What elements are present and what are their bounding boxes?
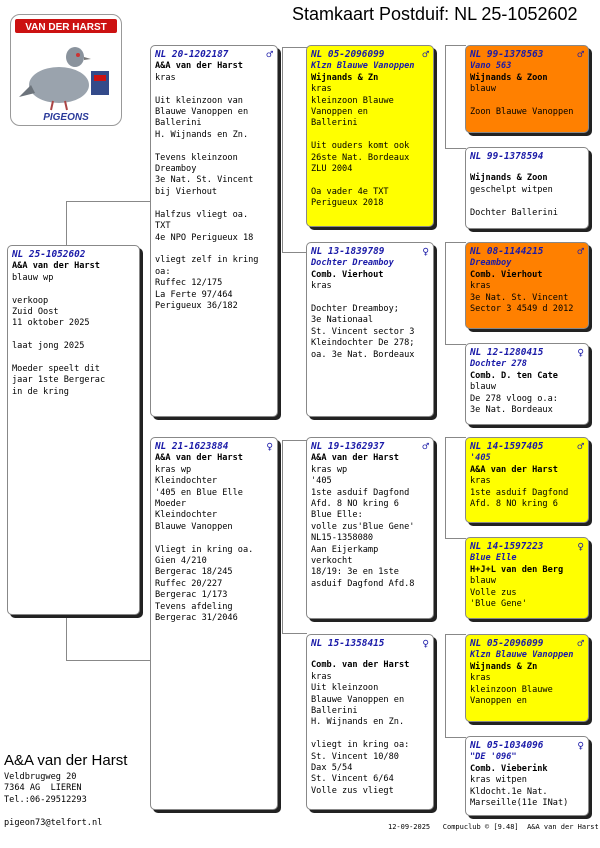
card-line: La Ferte 97/464 [155,289,233,300]
pigeon-name: '405 [470,453,491,464]
pigeon-card-mm[interactable] [306,634,434,810]
pigeon-card-fmf[interactable] [465,242,589,329]
connector-fm-parents [445,242,466,345]
pigeon-card-father[interactable] [150,45,278,417]
card-line: Ruffec 20/227 [155,578,223,589]
owner-name: A&A van der Harst [4,752,128,769]
connector-father-parents [282,47,307,253]
logo-top-text: VAN DER HARST [25,22,107,33]
card-line: 3e Nat. St. Vincent [470,292,569,303]
card-line: NL15-1358080 [311,533,374,544]
ring-number: NL 99-1378563 [470,49,544,60]
card-line: Zuid Oost [12,307,59,318]
card-line: Gien 4/210 [155,556,207,567]
pigeon-card-mother[interactable] [150,437,278,810]
connector-mm-parents [445,634,466,738]
card-line: vliegt in kring oa: [311,740,410,751]
breeder-name: Comb. Vierhout [470,269,543,280]
pigeon-name: Klzn Blauwe Vanoppen [470,650,574,661]
footer-text: 12-09-2025 Compuclub © [9.48] A&A van der Harst [388,823,599,831]
connector-mother-parents [282,440,307,634]
ring-number: NL 05-2096099 [470,638,544,649]
female-icon: ♀ [422,245,429,258]
pigeon-card-mmf[interactable] [465,634,589,722]
card-line: laat jong 2025 [12,341,85,352]
card-line: Blauwe Vanoppen en [155,107,249,118]
ring-number: NL 14-1597405 [470,441,544,452]
card-line [311,729,429,740]
connector-main-mother [66,614,151,661]
card-line: Kleindochter De 278; [311,338,415,349]
card-lines [311,465,429,590]
card-line: kleinzoon Blauwe [311,95,394,106]
card-line: St. Vincent sector 3 [311,326,415,337]
pigeon-card-ffm[interactable] [465,147,589,229]
card-lines [470,476,584,510]
card-line: Oa vader 4e TXT [311,186,389,197]
female-icon: ♀ [577,739,584,752]
male-icon: ♂ [577,245,584,258]
card-lines [311,672,429,797]
breeder-name: Wijnands & Zn [470,661,538,672]
card-line: kras wp [155,464,192,475]
male-icon: ♂ [422,440,429,453]
card-line: geschelpt witpen [470,184,553,195]
card-line: volle zus'Blue Gene' [311,521,415,532]
card-lines [470,84,584,118]
pigeon-card-mfm[interactable] [465,537,589,619]
female-icon: ♀ [577,540,584,553]
card-lines [470,185,584,219]
card-line: Volle zus [470,587,517,598]
card-line: Blauwe Vanoppen en [311,694,405,705]
pigeon-card-fff[interactable] [465,45,589,133]
card-line: St. Vincent 6/64 [311,774,394,785]
card-line: 11 oktober 2025 [12,318,90,329]
card-line: 4e NPO Perigueux 18 [155,232,254,243]
card-line: 3e Nationaal [311,315,374,326]
card-line: kras [470,281,491,292]
card-line: kras [311,671,332,682]
owner-address: Veldbrugweg 20 [4,772,77,782]
card-lines [311,281,429,361]
card-line: Dochter Dreamboy; [311,304,399,315]
owner-phone: Tel.:06-29512293 [4,794,87,805]
ring-number: NL 13-1839789 [311,246,385,257]
card-line: Bergerac 31/2046 [155,613,238,624]
pigeon-card-fmm[interactable] [465,343,589,425]
card-line: 18/19: 3e en 1ste [311,567,399,578]
pigeon-card-mf[interactable] [306,437,434,619]
breeder-name: A&A van der Harst [155,61,243,72]
card-line [470,96,584,107]
card-line: Dax 5/54 [311,763,353,774]
card-line: Kleindochter [155,476,218,487]
pigeon-name: Vano 563 [470,61,512,72]
card-line: asduif Dagfond Afd.8 [311,578,415,589]
card-line: blauw [470,84,496,95]
card-line: ZLU 2004 [311,164,353,175]
card-line: in de kring [12,386,69,397]
ring-number: NL 05-2096099 [311,49,385,60]
female-icon: ♀ [422,637,429,650]
card-line: vliegt zelf in kring [155,255,259,266]
pigeon-card-main[interactable] [7,245,140,615]
card-line: blauw [470,382,496,393]
owner-info [4,752,127,830]
card-line: Uit kleinzoon [311,683,379,694]
card-line: blauw [470,576,496,587]
card-line: Vanoppen en [311,107,368,118]
club-logo [10,14,122,126]
pigeon-name: Dochter Dreamboy [311,258,394,269]
card-line [155,84,273,95]
pigeon-card-mmm[interactable] [465,736,589,816]
ring-number: NL 12-1280415 [470,347,544,358]
card-line [12,330,135,341]
card-lines [470,281,584,315]
card-lines [12,273,135,398]
card-line: oa: [155,266,171,277]
breeder-name: A&A van der Harst [12,261,100,272]
card-line: Vliegt in kring oa. [155,544,254,555]
female-icon: ♀ [577,346,584,359]
card-line: Afd. 8 NO kring 6 [311,499,399,510]
card-line: verkoop [12,295,49,306]
pigeon-logo-icon [11,15,121,125]
card-line: Moeder [155,499,187,510]
breeder-name: Comb. D. ten Cate [470,370,558,381]
card-line: Ruffec 12/175 [155,278,223,289]
card-line: Tevens kleinzoon [155,152,238,163]
card-line: St. Vincent 10/80 [311,751,399,762]
card-line [311,293,429,304]
card-line: Moeder speelt dit [12,364,100,375]
breeder-name: A&A van der Harst [470,464,558,475]
card-line: Ballerini [155,118,202,129]
ring-number: NL 21-1623884 [155,441,229,452]
card-lines [470,576,584,610]
card-line: bij Vierhout [155,186,218,197]
card-line [311,130,429,141]
card-line [155,533,273,544]
card-line: Tevens afdeling [155,601,233,612]
card-line: Perigueux 36/182 [155,300,238,311]
card-lines [470,673,584,707]
male-icon: ♂ [266,48,273,61]
breeder-name: H+J+L van den Berg [470,564,564,575]
card-line: kras [470,476,491,487]
card-line: Bergerac 18/245 [155,567,233,578]
card-line: Dochter Ballerini [470,207,558,218]
card-line [155,141,273,152]
card-line: Uit ouders komt ook [311,141,410,152]
ring-number: NL 99-1378594 [470,151,544,162]
card-line: kras wp [311,464,348,475]
card-line: 1ste asduif Dagfond [470,487,569,498]
pigeon-name: "DE '096" [470,752,517,763]
card-line: Marseille(11e INat) [470,798,569,809]
card-line: Kleindochter [155,510,218,521]
card-line: Blue Elle: [311,510,363,521]
card-line: 'Blue Gene' [470,599,527,610]
card-line: '405 [311,476,332,487]
ring-number: NL 05-1034096 [470,740,544,751]
card-line: Sector 3 4549 d 2012 [470,304,574,315]
connector-ff-parents [445,45,466,149]
card-line: H. Wijnands en Zn. [155,129,249,140]
breeder-name: Comb. Vierhout [311,269,384,280]
card-lines [311,84,429,209]
ring-number: NL 19-1362937 [311,441,385,452]
card-lines [155,465,273,625]
breeder-name: Wijnands & Zoon [470,72,548,83]
card-line: Halfzus vliegt oa. [155,209,249,220]
male-icon: ♂ [577,637,584,650]
pigeon-name: Blue Elle [470,553,517,564]
card-line: Ballerini [311,118,358,129]
ring-number: NL 20-1202187 [155,49,229,60]
card-lines [470,382,584,416]
card-line: Perigueux 2018 [311,198,384,209]
card-line: verkocht [311,556,353,567]
card-line: kras [311,84,332,95]
page-title: Stamkaart Postduif: NL 25-1052602 [292,4,578,24]
card-line: 1ste asduif Dagfond [311,487,410,498]
card-line: Aan Eijerkamp [311,544,379,555]
card-line: Volle zus vliegt [311,785,394,796]
card-line: Ballerini [311,706,358,717]
logo-bottom-text: PIGEONS [43,112,89,123]
pigeon-card-ff[interactable] [306,45,434,227]
breeder-name: A&A van der Harst [155,453,243,464]
pigeon-card-mff[interactable] [465,437,589,523]
connector-main-father [66,201,151,248]
card-line: oa. 3e Nat. Bordeaux [311,349,415,360]
card-line: kras [311,281,332,292]
pigeon-name: Klzn Blauwe Vanoppen [311,61,415,72]
owner-email[interactable]: pigeon73@telfort.nl [4,818,103,829]
card-line [12,284,135,295]
card-line: Vanoppen en [470,696,527,707]
card-line [155,244,273,255]
ring-number: NL 14-1597223 [470,541,544,552]
ring-number: NL 15-1358415 [311,638,385,649]
card-line [470,196,584,207]
card-lines [155,73,273,313]
card-line: kleinzoon Blauwe [470,684,553,695]
breeder-name: A&A van der Harst [311,453,399,464]
owner-city: 7364 AG LIEREN [4,783,82,794]
ring-number: NL 08-1144215 [470,246,544,257]
female-icon: ♀ [266,440,273,453]
card-line: 26ste Nat. Bordeaux [311,152,410,163]
card-line: blauw wp [12,272,54,283]
breeder-name: Wijnands & Zoon [470,173,548,184]
breeder-name: Comb. van der Harst [311,660,410,671]
card-line [155,198,273,209]
breeder-name: Comb. Vieberink [470,763,548,774]
card-line: jaar 1ste Bergerac [12,375,106,386]
card-line: Kldocht.1e Nat. [470,786,548,797]
card-line: kras [155,72,176,83]
card-lines [470,775,584,809]
pigeon-name: Dreamboy [470,258,512,269]
card-line: 3e Nat. St. Vincent [155,175,254,186]
male-icon: ♂ [577,48,584,61]
pigeon-card-fm[interactable] [306,242,434,417]
breeder-name: Wijnands & Zn [311,72,379,83]
card-line: Blauwe Vanoppen [155,521,233,532]
card-line: 3e Nat. Bordeaux [470,405,553,416]
card-line: Dreamboy [155,164,197,175]
male-icon: ♂ [422,48,429,61]
card-line: De 278 vloog o.a: [470,393,558,404]
card-line [311,175,429,186]
card-line: Zoon Blauwe Vanoppen [470,107,574,118]
card-line: kras witpen [470,775,527,786]
male-icon: ♂ [577,440,584,453]
ring-number: NL 25-1052602 [12,249,86,260]
card-line: '405 en Blue Elle [155,487,243,498]
card-line: Uit kleinzoon van [155,95,243,106]
connector-mf-parents [445,437,466,539]
card-line: Afd. 8 NO kring 6 [470,499,558,510]
card-line: Bergerac 1/173 [155,590,228,601]
card-line: TXT [155,221,171,232]
card-line: H. Wijnands en Zn. [311,717,405,728]
pigeon-name: Dochter 278 [470,359,527,370]
card-line [12,353,135,364]
card-line: kras [470,673,491,684]
